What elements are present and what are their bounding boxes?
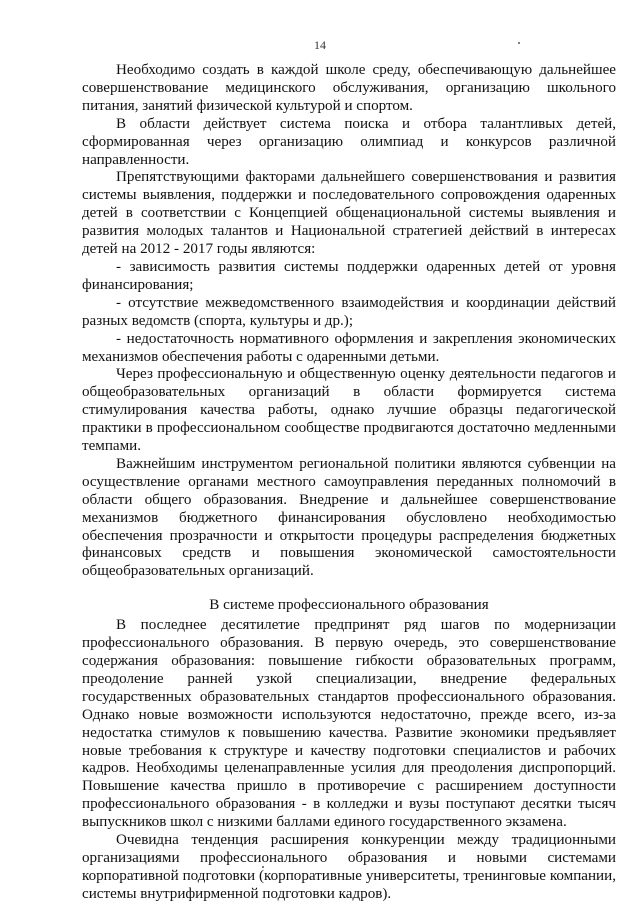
paragraph-talent-search: В области действует система поиска и отбора талантливых детей, сформированная через организацию олимпиад и конкурсов различной направленности. [82, 115, 616, 168]
paragraph-modernization: В последнее десятилетие предпринят ряд шагов по модернизации профессионального образования. В первую очередь, это совершенствование содержания образования: повышение гибкости образовательных программ, преодоление ранней узкой специализации, внедрение федеральных государственных образовательных стандартов профессионального образования. Однако новые возможности используются недостаточно, прежде всего, из-за недостатка стимулов к повышению качества. Развитие экономики предъявляет новые требования к структуре и качеству подготовки специалистов и рабочих кадров. Необходимы целенаправленные усилия для преодоления диспропорций. Повышение качества пришло в противоречие с расширением доступности профессионального образования - в колледжи и вузы поступают десятки тысяч выпускников школ с низкими баллами единого государственного экзамена. [82, 617, 616, 831]
page-number: 14 [314, 38, 326, 52]
paragraph-school-environment: Необходимо создать в каждой школе среду, обеспечивающую дальнейшее совершенствование медицинского обслуживания, организацию школьного питания, занятий физической культурой и спортом. [82, 62, 616, 114]
scan-speck [518, 42, 520, 44]
document-body [82, 62, 616, 904]
list-item: - зависимость развития системы поддержки одаренных детей от уровня финансирования; [82, 258, 616, 293]
paragraph-subventions: Важнейшим инструментом региональной политики являются субвенции на осуществление органами местного самоуправления переданных полномочий в области общего образования. Внедрение и дальнейшее совершенствование механизмов бюджетного финансирования обусловлено необходимостью обеспечения прозрачности и открытости процедуры распределения бюджетных финансовых средств и повышения экономической самостоятельности общеобразовательных организаций. [82, 455, 616, 580]
list-item: - недостаточность нормативного оформления и закрепления экономических механизмов обеспечения работы с одаренными детьми. [82, 330, 616, 365]
list-item: - отсутствие межведомственного взаимодействия и координации действий разных ведомств (спорта, культуры и др.); [82, 294, 616, 329]
section-heading: В системе профессионального образования [209, 597, 489, 614]
paragraph-competition: Очевидна тенденция расширения конкуренции между традиционными организациями профессионального образования и новыми системами корпоративной подготовки (корпоративные университеты, тренинговые компании, системы внутрифирменной подготовки кадров). [82, 832, 616, 902]
scan-speck [262, 866, 264, 868]
paragraph-obstacles: Препятствующими факторами дальнейшего совершенствования и развития системы выявления, поддержки и последовательного сопровождения одаренных детей в соответствии с Концепцией общенациональной системы выявления и развития молодых талантов и Национальной стратегией действий в интересах детей на 2012 - 2017 годы являются: [82, 169, 616, 258]
paragraph-evaluation: Через профессиональную и общественную оценку деятельности педагогов и общеобразовательных организаций в области формируется система стимулирования качества работы, однако лучшие образцы педагогической практики в профессиональном сообществе продвигаются достаточно медленными темпами. [82, 366, 616, 455]
